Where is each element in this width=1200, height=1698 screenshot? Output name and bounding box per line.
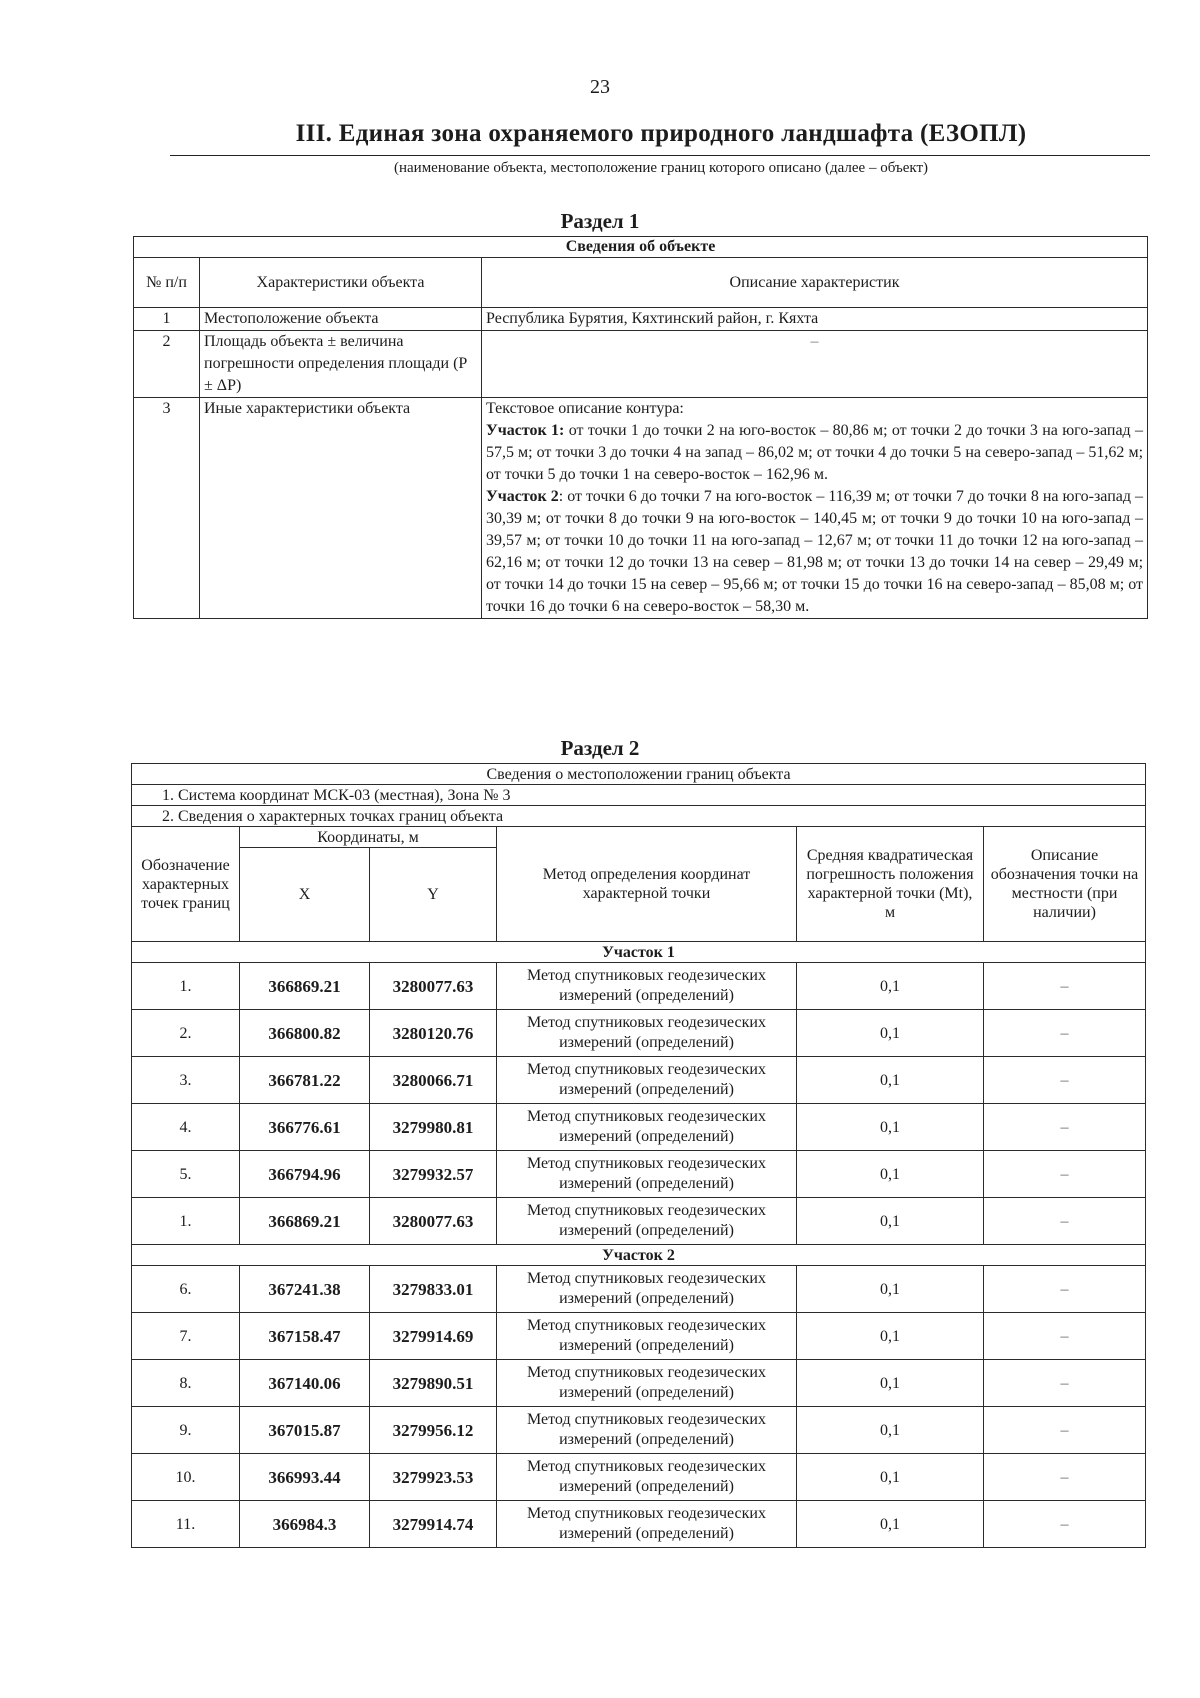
header-designation: Обозначение характерных точек границ (132, 827, 240, 942)
point-description: – (984, 1360, 1146, 1407)
header-x: X (240, 848, 370, 942)
table-row (132, 1057, 1146, 1104)
error-value: 0,1 (797, 1104, 984, 1151)
coordinate-y: 3280066.71 (370, 1057, 497, 1104)
point-description: – (984, 1010, 1146, 1057)
table-caption: Сведения о местоположении границ объекта (132, 764, 1146, 785)
error-value: 0,1 (797, 1313, 984, 1360)
row-description: – (482, 331, 1148, 398)
document-title: III. Единая зона охраняемого природного ландшафта (ЕЗОПЛ) (295, 120, 1027, 147)
point-description: – (984, 1104, 1146, 1151)
coordinate-y: 3279833.01 (370, 1266, 497, 1313)
table-row (134, 398, 1148, 619)
point-description: – (984, 1057, 1146, 1104)
coordinate-y: 3279914.74 (370, 1501, 497, 1548)
method-cell: Метод спутниковых геодезических измерений (определений) (497, 1313, 797, 1360)
method-cell: Метод спутниковых геодезических измерений (определений) (497, 1057, 797, 1104)
header-y: Y (370, 848, 497, 942)
coordinate-y: 3280120.76 (370, 1010, 497, 1057)
method-cell: Метод спутниковых геодезических измерений (определений) (497, 1501, 797, 1548)
point-number: 3. (132, 1057, 240, 1104)
method-cell: Метод спутниковых геодезических измерений (определений) (497, 1407, 797, 1454)
header-error: Средняя квадратическая погрешность положения характерной точки (Mt), м (797, 827, 984, 942)
point-description: – (984, 1407, 1146, 1454)
point-number: 2. (132, 1010, 240, 1057)
plot1-label: Участок 1: (486, 422, 565, 439)
header-point-description: Описание обозначения точки на местности (при наличии) (984, 827, 1146, 942)
table-row (134, 308, 1148, 331)
coordinate-y: 3279980.81 (370, 1104, 497, 1151)
row-num: 3 (134, 398, 200, 619)
plot1-text: от точки 1 до точки 2 на юго-восток – 80,86 м; от точки 2 до точки 3 на юго-запад – 57,5 м; от точки 3 до точки 4 на запад – 86,02 м; от точки 4 до точки 5 на северо-запад – 51,62 м; от точки 5 до точки 1 на северо-восток – 162,96 м. (486, 422, 1144, 483)
point-description: – (984, 1151, 1146, 1198)
header-num: № п/п (134, 258, 200, 308)
point-number: 10. (132, 1454, 240, 1501)
table-row (132, 1104, 1146, 1151)
table-row (132, 1010, 1146, 1057)
point-description: – (984, 1501, 1146, 1548)
coordinate-x: 366781.22 (240, 1057, 370, 1104)
method-cell: Метод спутниковых геодезических измерений (определений) (497, 1360, 797, 1407)
point-number: 7. (132, 1313, 240, 1360)
table-row (132, 1198, 1146, 1245)
point-number: 5. (132, 1151, 240, 1198)
table-row (132, 1266, 1146, 1313)
header-characteristics: Характеристики объекта (200, 258, 482, 308)
coordinate-x: 366869.21 (240, 1198, 370, 1245)
coordinate-x: 367015.87 (240, 1407, 370, 1454)
error-value: 0,1 (797, 1407, 984, 1454)
method-cell: Метод спутниковых геодезических измерений (определений) (497, 1104, 797, 1151)
row-characteristic: Иные характеристики объекта (200, 398, 482, 619)
coordinate-y: 3279932.57 (370, 1151, 497, 1198)
coordinate-x: 367158.47 (240, 1313, 370, 1360)
coordinate-y: 3280077.63 (370, 1198, 497, 1245)
row-description: Республика Бурятия, Кяхтинский район, г. Кяхта (482, 308, 1148, 331)
point-number: 4. (132, 1104, 240, 1151)
point-description: – (984, 1454, 1146, 1501)
table-row (132, 1151, 1146, 1198)
method-cell: Метод спутниковых геодезических измерений (определений) (497, 1010, 797, 1057)
error-value: 0,1 (797, 1501, 984, 1548)
coordinate-y: 3279914.69 (370, 1313, 497, 1360)
row-characteristic: Местоположение объекта (200, 308, 482, 331)
table-row (134, 331, 1148, 398)
header-coordinates: Координаты, м (240, 827, 497, 848)
coordinate-x: 366800.82 (240, 1010, 370, 1057)
row-num: 1 (134, 308, 200, 331)
row-num: 2 (134, 331, 200, 398)
contour-description (482, 398, 1148, 619)
point-number: 1. (132, 963, 240, 1010)
method-cell: Метод спутниковых геодезических измерений (определений) (497, 1454, 797, 1501)
point-description: – (984, 963, 1146, 1010)
error-value: 0,1 (797, 1151, 984, 1198)
coordinate-system-line: 1. Система координат МСК-03 (местная), Зона № 3 (132, 785, 1146, 806)
table-row (132, 1360, 1146, 1407)
table-row (132, 1407, 1146, 1454)
coordinate-x: 366869.21 (240, 963, 370, 1010)
coordinate-y: 3279923.53 (370, 1454, 497, 1501)
plot-label: Участок 1 (132, 942, 1146, 963)
coordinate-y: 3279890.51 (370, 1360, 497, 1407)
method-cell: Метод спутниковых геодезических измерений (определений) (497, 1198, 797, 1245)
point-number: 9. (132, 1407, 240, 1454)
method-cell: Метод спутниковых геодезических измерений (определений) (497, 1266, 797, 1313)
method-cell: Метод спутниковых геодезических измерений (определений) (497, 1151, 797, 1198)
boundary-points-table (131, 763, 1146, 1548)
page-number: 23 (590, 76, 610, 98)
coordinate-x: 366993.44 (240, 1454, 370, 1501)
section1-title: Раздел 1 (560, 209, 640, 233)
table-row (132, 1501, 1146, 1548)
header-method: Метод определения координат характерной точки (497, 827, 797, 942)
title-underline (170, 155, 1150, 156)
error-value: 0,1 (797, 1057, 984, 1104)
point-number: 8. (132, 1360, 240, 1407)
point-description: – (984, 1266, 1146, 1313)
method-cell: Метод спутниковых геодезических измерений (определений) (497, 963, 797, 1010)
table-row (132, 963, 1146, 1010)
error-value: 0,1 (797, 1266, 984, 1313)
point-description: – (984, 1313, 1146, 1360)
header-description: Описание характеристик (482, 258, 1148, 308)
plot1-description (486, 420, 1143, 486)
coordinate-x: 366794.96 (240, 1151, 370, 1198)
section2-title: Раздел 2 (560, 736, 640, 760)
coordinate-x: 367241.38 (240, 1266, 370, 1313)
error-value: 0,1 (797, 1010, 984, 1057)
coordinate-y: 3280077.63 (370, 963, 497, 1010)
plot2-label: Участок 2 (486, 488, 559, 505)
error-value: 0,1 (797, 1198, 984, 1245)
point-number: 1. (132, 1198, 240, 1245)
table-row (132, 1454, 1146, 1501)
plot2-text: : от точки 6 до точки 7 на юго-восток – 116,39 м; от точки 7 до точки 8 на юго-запад – 30,39 м; от точки 8 до точки 9 на юго-восток – 140,45 м; от точки 9 до точки 10 на юго-запад – 39,57 м; от точки 10 до точки 11 на юго-запад – 12,67 м; от точки 11 до точки 12 на юго-запад – 62,16 м; от точки 12 до точки 13 на север – 81,98 м; от точки 13 до точки 14 на север – 29,49 м; от точки 14 до точки 15 на север – 95,66 м; от точки 15 до точки 16 на северо-запад – 85,08 м; от точки 16 до точки 6 на северо-восток – 58,30 м. (486, 488, 1144, 615)
plot-label: Участок 2 (132, 1245, 1146, 1266)
plot2-description (486, 486, 1143, 618)
point-description: – (984, 1198, 1146, 1245)
error-value: 0,1 (797, 963, 984, 1010)
object-info-table (133, 236, 1148, 619)
coordinate-x: 366984.3 (240, 1501, 370, 1548)
coordinate-x: 367140.06 (240, 1360, 370, 1407)
coordinate-y: 3279956.12 (370, 1407, 497, 1454)
point-number: 6. (132, 1266, 240, 1313)
table-row (132, 1313, 1146, 1360)
contour-intro: Текстовое описание контура: (486, 400, 684, 417)
boundary-points-line: 2. Сведения о характерных точках границ объекта (132, 806, 1146, 827)
row-characteristic: Площадь объекта ± величина погрешности определения площади (P ± ΔP) (200, 331, 482, 398)
point-number: 11. (132, 1501, 240, 1548)
error-value: 0,1 (797, 1454, 984, 1501)
coordinate-x: 366776.61 (240, 1104, 370, 1151)
table-caption: Сведения об объекте (134, 237, 1148, 258)
error-value: 0,1 (797, 1360, 984, 1407)
document-subtitle: (наименование объекта, местоположение границ которого описано (далее – объект) (393, 160, 929, 176)
